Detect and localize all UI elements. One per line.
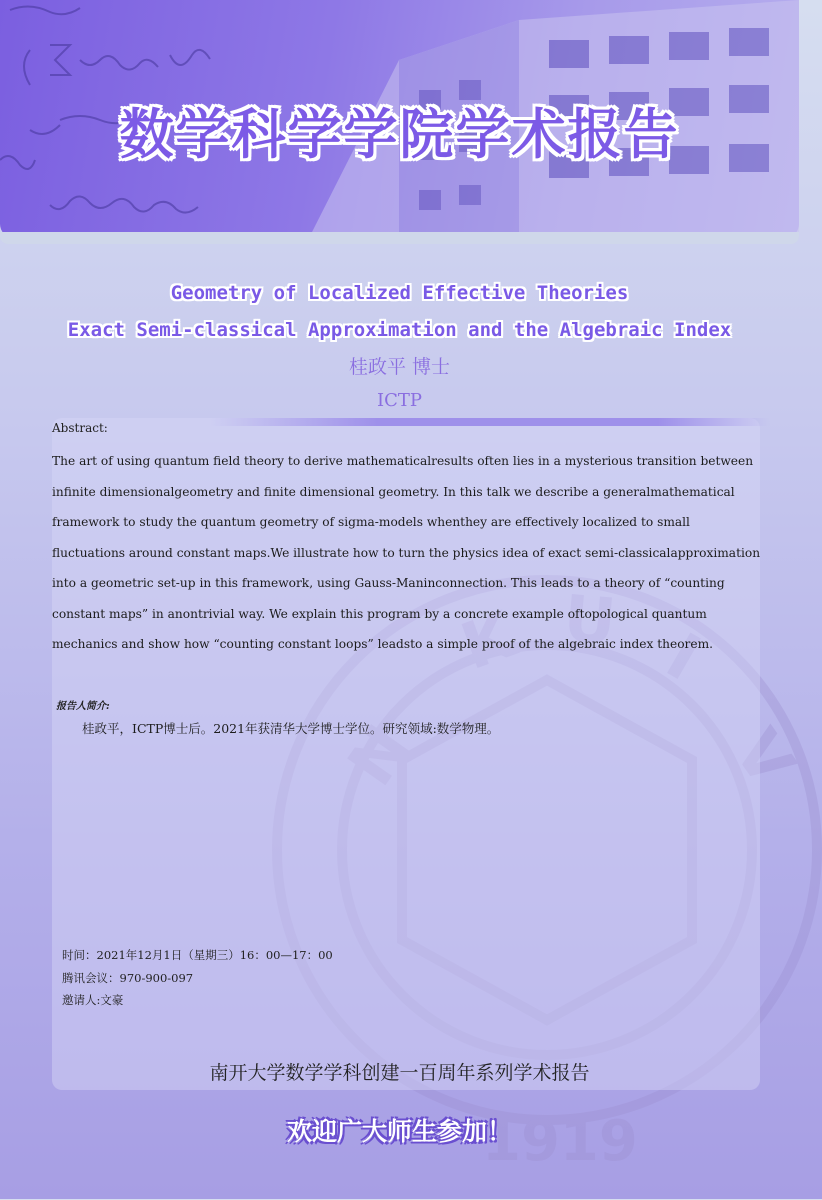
header-banner (0, 0, 799, 238)
speaker-name: 桂政平 博士 (348, 356, 451, 378)
welcome-banner: 欢迎广大师生参加！ (286, 1117, 512, 1146)
series-title: 南开大学数学学科创建一百周年系列学术报告 (209, 1062, 590, 1084)
page-title: 数学科学学院学术报告 (119, 103, 680, 166)
svg-text:V: V (718, 716, 808, 800)
svg-text:K: K (452, 598, 525, 686)
event-time: 时间：2021年12月1日（星期三）16：00—17：00 (62, 948, 333, 962)
meeting-id: 腾讯会议：970-900-097 (62, 971, 194, 985)
banner-divider (0, 232, 799, 244)
speaker-affiliation: ICTP (377, 390, 422, 411)
bio-label: 报告人简介: (56, 701, 110, 712)
bio-text: 桂政平，ICTP博士后。2021年获清华大学博士学位。研究领域:数学物理。 (82, 721, 500, 736)
talk-title-line1: Geometry of Localized Effective Theories (170, 282, 629, 304)
abstract-label: Abstract: (52, 421, 108, 435)
svg-text:I: I (654, 619, 712, 696)
host: 邀请人:文豪 (62, 993, 124, 1007)
abstract-text: The art of using quantum field theory to derive mathematicalresults often lies in a mysterious transition between infinite dimensionalgeometry and finite dimensional geometry. In this talk we describe a generalmathematical framework to study the quantum geometry of sigma-models whenthey are effectively localized to small fluctuations around constant maps.We illustrate how to turn the physics idea of exact semi-classicalapproximation into a geometric set-up in this framework, using Gauss-Maninconnection. This leads to a theory of “counting constant maps” in anontrivial way. We explain this program by a concrete example oftopological quantum mechanics and show how “counting constant loops” leadsto a simple proof of the algebraic index theorem. (52, 454, 761, 651)
section-divider (210, 418, 770, 426)
svg-text:1919: 1919 (482, 1109, 638, 1174)
svg-text:U: U (560, 582, 619, 661)
talk-title-line2: Exact Semi-classical Approximation and the Algebraic Index (67, 319, 732, 341)
svg-text:N: N (334, 712, 426, 800)
